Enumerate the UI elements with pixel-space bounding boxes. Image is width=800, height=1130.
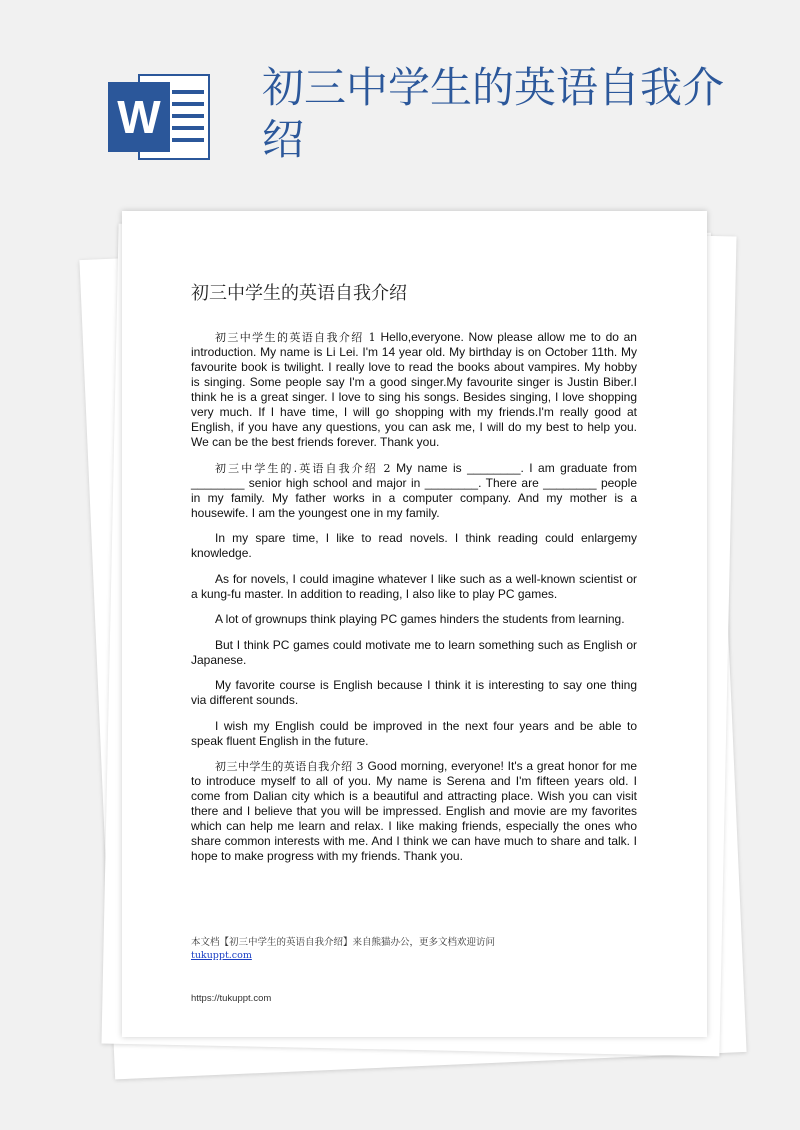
paragraph-text: A lot of grownups think playing PC games hinders the students from learning. — [215, 612, 625, 626]
paragraph-prefix: 初三中学生的英语自我介绍 1 — [215, 331, 381, 344]
paragraph-text: My name is ________. I am graduate from ________ senior high school and major in ________. There are ________ people in my family. My father works in a computer company. And my mother is a housewife. I am the youngest one in my family. — [191, 460, 637, 520]
paragraph-7 — [191, 678, 637, 708]
paragraph-2 — [191, 461, 637, 521]
paragraph-9 — [191, 759, 637, 864]
paragraph-4 — [191, 572, 637, 602]
paragraph-3 — [191, 531, 637, 561]
footer-note-text: 本文档【初三中学生的英语自我介绍】来自熊猫办公，更多文档欢迎访问 — [191, 937, 496, 948]
paragraph-text: As for novels, I could imagine whatever I like such as a well-known scientist or a kung-fu master. In addition to reading, I also like to play PC games. — [191, 571, 637, 601]
footer-url-link[interactable]: https://tukuppt.com — [191, 993, 272, 1004]
paragraph-text: In my spare time, I like to read novels. I think reading could enlargemy knowledge. — [191, 531, 637, 560]
paragraph-text: My favorite course is English because I think it is interesting to say one thing via different sounds. — [191, 678, 637, 707]
word-document-icon — [108, 70, 212, 162]
paragraph-text: Hello,everyone. Now please allow me to do an introduction. My name is Li Lei. I'm 14 year old. My birthday is on October 11th. My favourite book is twilight. I really love to read the books about vampires. My hobby is singing. Some people say I'm a good singer.My favourite singer is Justin Biber.I think he is a great singer. I love to sing his songs. Besides singing, I love shopping very much. If I have time, I will go shopping with my friends.I'm really good at English, if you have any questions, you can ask me, I will do my best to help you. We can be the best friends forever. Thank you. — [191, 330, 637, 449]
paragraph-6 — [191, 638, 637, 668]
paragraph-prefix: 初三中学生的.英语自我介绍 2 — [215, 461, 397, 475]
paragraph-1 — [191, 330, 637, 450]
word-logo-letter: W — [108, 82, 170, 152]
paragraph-text: Good morning, everyone! It's a great honor for me to introduce myself to all of you. My name is Serena and I'm fifteen years old. I come from Dalian city which is a beautiful and attracting place. Wish you can visit there and I believe that you will be impressed. English and movie are my favorites which can help me learn and relax. I like making friends, especially the ones who share common interests with me. And I think we can have much to share and talk. I hope to make progress with my friends. Thank you. — [191, 759, 638, 863]
paragraph-text: I wish my English could be improved in the next four years and be able to speak fluent English in the future. — [191, 718, 637, 748]
footer-link[interactable]: tukuppt.com — [191, 950, 252, 961]
document-title: 初三中学生的英语自我介绍 — [191, 283, 407, 304]
document-body — [191, 330, 637, 875]
paragraph-prefix: 初三中学生的英语自我介绍 3 — [215, 760, 368, 773]
banner — [0, 0, 800, 200]
banner-title: 初三中学生的英语自我介绍 — [262, 63, 725, 164]
paragraph-5 — [191, 612, 637, 627]
paragraph-8 — [191, 719, 637, 749]
paragraph-text: But I think PC games could motivate me to learn something such as English or Japanese. — [191, 637, 637, 667]
footer-note — [191, 936, 631, 962]
footer-url — [191, 992, 271, 1005]
